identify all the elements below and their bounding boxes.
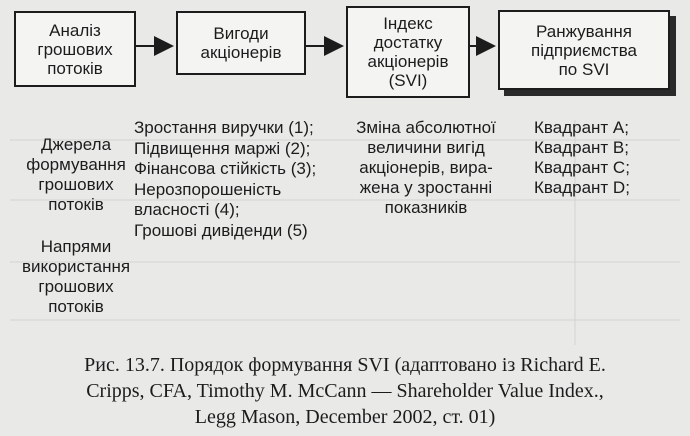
box-ranking-label: Ранжування підприємства по SVI: [530, 21, 637, 79]
svi-description: Зміна абсолютної величини вигід акціонерів, вира- жена у зростанні показників: [356, 118, 496, 217]
box-cash-flow-analysis-label: Аналіз грошових потоків: [37, 20, 113, 78]
box-svi-index: [346, 6, 470, 98]
box-cash-flow-analysis: [14, 11, 136, 87]
quadrant-list: Квадрант A; Квадрант B; Квадрант C; Квадрант D;: [534, 118, 630, 197]
box-ranking: [498, 10, 670, 90]
benefits-list: Зростання виручки (1); Підвищення маржі (2); Фінансова стійкість (3); Нерозпорошеність власності (4); Грошові дивіденди (5): [134, 118, 317, 240]
figure-caption: Рис. 13.7. Порядок формування SVI (адаптовано із Richard E. Cripps, CFA, Timothy M. McCann — Shareholder Value Index., Legg Mason, December 2002, ст. 01): [84, 354, 606, 428]
cash-flow-sources-label: Джерела формування грошових потоків: [26, 135, 126, 214]
box-svi-index-label: Індекс достатку акціонерів (SVI): [367, 14, 449, 90]
box-shareholder-benefits: [176, 11, 306, 75]
cash-flow-uses-label: Напрями використання грошових потоків: [21, 237, 131, 316]
box-shareholder-benefits-label: Вигоди акціонерів: [200, 24, 282, 62]
